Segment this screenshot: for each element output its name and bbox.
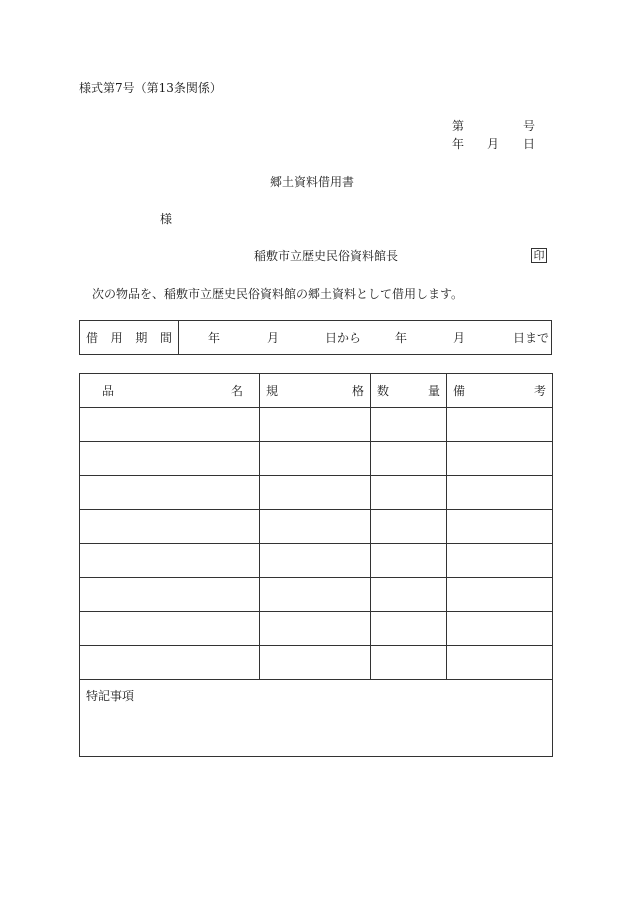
items-table (79, 373, 553, 757)
borrowing-period (79, 320, 552, 355)
period-label (86, 331, 172, 345)
ref-dai: 第 (452, 119, 465, 133)
cell-notes[interactable] (447, 442, 553, 476)
cell-item-name[interactable] (80, 612, 260, 646)
table-header-row (80, 374, 553, 408)
header-char: 量 (427, 384, 440, 398)
date-year: 年 (452, 137, 465, 151)
remarks-label: 特記事項 (86, 689, 135, 703)
statement: 次の物品を、稲敷市立歴史民俗資料館の郷土資料として借用します。 (92, 287, 464, 301)
cell-quantity[interactable] (371, 510, 447, 544)
cell-notes[interactable] (447, 646, 553, 680)
header-char: 数 (377, 384, 390, 398)
header-char: 規 (266, 384, 279, 398)
cell-spec[interactable] (260, 476, 371, 510)
cell-notes[interactable] (447, 578, 553, 612)
cell-spec[interactable] (260, 442, 371, 476)
period-label-char: 期 (135, 331, 148, 345)
addressee-suffix: 様 (160, 212, 173, 226)
document-title: 郷土資料借用書 (270, 175, 355, 189)
table-row (80, 578, 553, 612)
cell-quantity[interactable] (371, 646, 447, 680)
header-item-name (80, 374, 260, 408)
period-label-char: 借 (86, 331, 99, 345)
cell-spec[interactable] (260, 646, 371, 680)
cell-item-name[interactable] (80, 442, 260, 476)
date-month: 月 (487, 137, 500, 151)
remarks-row (80, 680, 553, 757)
cell-item-name[interactable] (80, 578, 260, 612)
period-label-char: 用 (110, 331, 123, 345)
table-row (80, 408, 553, 442)
header-char: 格 (351, 384, 364, 398)
recipient: 稲敷市立歴史民俗資料館長 (254, 249, 399, 263)
cell-quantity[interactable] (371, 476, 447, 510)
cell-spec[interactable] (260, 510, 371, 544)
form-number: 様式第7号（第13条関係） (79, 81, 222, 95)
cell-spec[interactable] (260, 612, 371, 646)
table-row (80, 612, 553, 646)
table-row (80, 442, 553, 476)
cell-quantity[interactable] (371, 442, 447, 476)
cell-notes[interactable] (447, 476, 553, 510)
header-char: 備 (453, 384, 466, 398)
period-month-2: 月 (453, 331, 466, 345)
header-spec (260, 374, 371, 408)
cell-spec[interactable] (260, 408, 371, 442)
cell-item-name[interactable] (80, 476, 260, 510)
cell-item-name[interactable] (80, 646, 260, 680)
header-notes (447, 374, 553, 408)
cell-notes[interactable] (447, 612, 553, 646)
cell-item-name[interactable] (80, 510, 260, 544)
cell-notes[interactable] (447, 544, 553, 578)
table-row (80, 646, 553, 680)
date-day: 日 (523, 137, 536, 151)
cell-notes[interactable] (447, 408, 553, 442)
period-label-cell (80, 321, 179, 354)
table-row (80, 544, 553, 578)
period-label-char: 間 (159, 331, 172, 345)
cell-quantity[interactable] (371, 408, 447, 442)
cell-spec[interactable] (260, 544, 371, 578)
cell-spec[interactable] (260, 578, 371, 612)
cell-quantity[interactable] (371, 578, 447, 612)
cell-notes[interactable] (447, 510, 553, 544)
period-year-1: 年 (208, 331, 221, 345)
header-char: 品 (102, 384, 115, 398)
period-year-2: 年 (395, 331, 408, 345)
cell-quantity[interactable] (371, 544, 447, 578)
period-to: 日まで (513, 331, 550, 345)
cell-item-name[interactable] (80, 408, 260, 442)
header-char: 名 (230, 384, 243, 398)
ref-go: 号 (523, 119, 536, 133)
table-row (80, 510, 553, 544)
table-row (80, 476, 553, 510)
header-char: 考 (533, 384, 546, 398)
period-from: 日から (325, 331, 362, 345)
cell-quantity[interactable] (371, 612, 447, 646)
cell-item-name[interactable] (80, 544, 260, 578)
seal-stamp: 印 (531, 248, 547, 263)
header-quantity (371, 374, 447, 408)
remarks-cell[interactable] (80, 680, 553, 757)
period-month-1: 月 (267, 331, 280, 345)
